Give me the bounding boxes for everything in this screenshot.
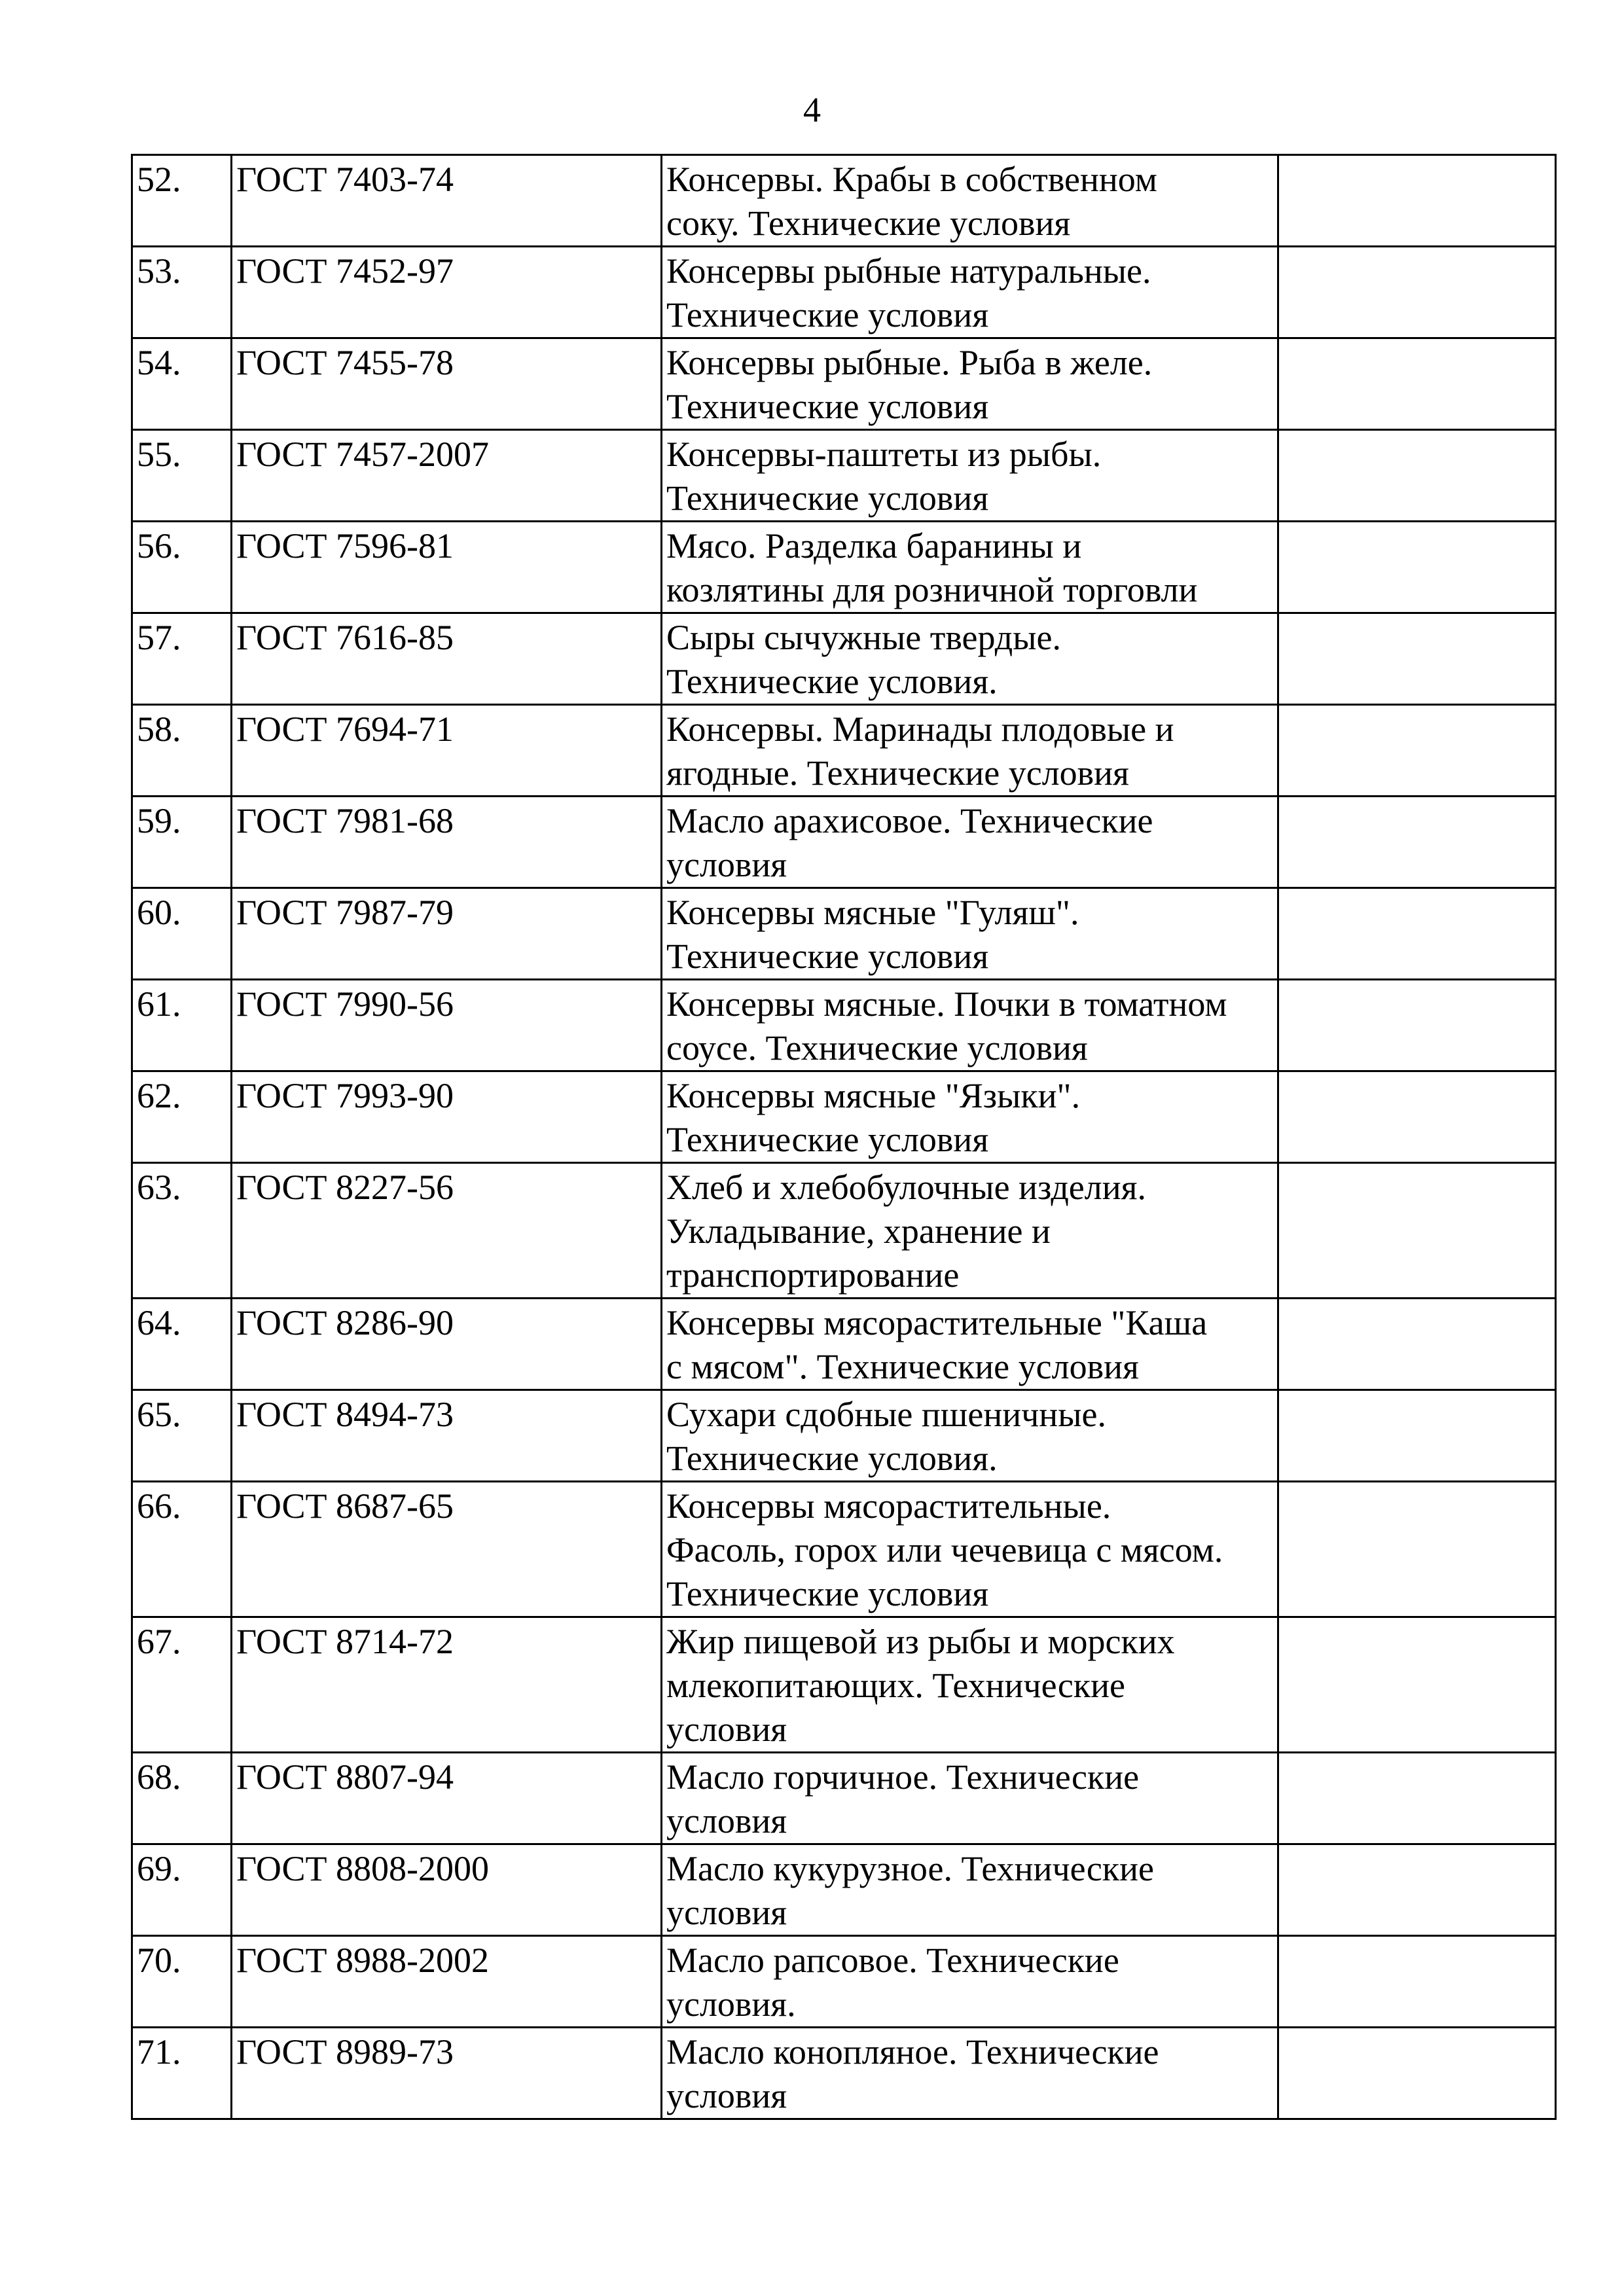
standard-title — [662, 155, 1278, 247]
standard-title — [662, 1071, 1278, 1163]
row-note — [1278, 1299, 1556, 1390]
row-note — [1278, 705, 1556, 797]
standards-table-body — [132, 155, 1556, 2119]
table-row — [132, 1753, 1556, 1844]
row-note — [1278, 430, 1556, 522]
standard-title-text: Жир пищевой из рыбы и морских млекопитающих. Технические условия — [666, 1622, 1175, 1749]
standard-title-text: Масло рапсовое. Технические условия. — [666, 1941, 1119, 2024]
standard-code: ГОСТ 7596-81 — [232, 522, 662, 613]
standard-title-text: Сухари сдобные пшеничные. Технические условия. — [666, 1395, 1106, 1478]
row-number: 63. — [132, 1163, 232, 1299]
row-number: 64. — [132, 1299, 232, 1390]
standard-title — [662, 338, 1278, 430]
standard-title — [662, 797, 1278, 888]
standard-code: ГОСТ 8687-65 — [232, 1482, 662, 1617]
table-row — [132, 2028, 1556, 2119]
standard-title-text: Сыры сычужные твердые. Технические условия. — [666, 618, 1061, 701]
standard-title-text: Консервы мясорастительные "Каша с мясом". Технические условия — [666, 1303, 1208, 1386]
standard-code: ГОСТ 7616-85 — [232, 613, 662, 705]
row-number: 57. — [132, 613, 232, 705]
standard-title — [662, 1936, 1278, 2028]
standard-code: ГОСТ 7694-71 — [232, 705, 662, 797]
row-note — [1278, 1753, 1556, 1844]
table-row — [132, 1390, 1556, 1482]
standard-title-text: Хлеб и хлебобулочные изделия. Укладывание, хранение и транспортирование — [666, 1168, 1146, 1295]
row-note — [1278, 1071, 1556, 1163]
row-number: 54. — [132, 338, 232, 430]
standard-code: ГОСТ 7990-56 — [232, 980, 662, 1071]
row-note — [1278, 797, 1556, 888]
table-row — [132, 1936, 1556, 2028]
standard-code: ГОСТ 8808-2000 — [232, 1844, 662, 1936]
table-row — [132, 1071, 1556, 1163]
standard-title — [662, 430, 1278, 522]
standard-code: ГОСТ 7993-90 — [232, 1071, 662, 1163]
standard-title-text: Масло арахисовое. Технические условия — [666, 801, 1153, 884]
standard-title — [662, 888, 1278, 980]
standard-code: ГОСТ 8714-72 — [232, 1617, 662, 1753]
row-number: 56. — [132, 522, 232, 613]
table-row — [132, 888, 1556, 980]
row-number: 55. — [132, 430, 232, 522]
standard-code: ГОСТ 7455-78 — [232, 338, 662, 430]
standard-title — [662, 1753, 1278, 1844]
standard-code: ГОСТ 7457-2007 — [232, 430, 662, 522]
standard-code: ГОСТ 7981-68 — [232, 797, 662, 888]
row-number: 53. — [132, 247, 232, 338]
standard-title — [662, 1163, 1278, 1299]
standard-title — [662, 613, 1278, 705]
standard-title — [662, 1299, 1278, 1390]
standard-title — [662, 2028, 1278, 2119]
standard-title-text: Консервы мясорастительные. Фасоль, горох или чечевица с мясом. Технические условия — [666, 1486, 1223, 1613]
row-note — [1278, 522, 1556, 613]
row-note — [1278, 1482, 1556, 1617]
standard-title — [662, 247, 1278, 338]
standard-title-text: Масло конопляное. Технические условия — [666, 2032, 1159, 2115]
standard-title-text: Мясо. Разделка баранины и козлятины для розничной торговли — [666, 526, 1198, 609]
row-number: 66. — [132, 1482, 232, 1617]
standard-title-text: Масло горчичное. Технические условия — [666, 1757, 1140, 1840]
standard-code: ГОСТ 7452-97 — [232, 247, 662, 338]
standard-code: ГОСТ 7403-74 — [232, 155, 662, 247]
table-row — [132, 1482, 1556, 1617]
standard-code: ГОСТ 8494-73 — [232, 1390, 662, 1482]
row-note — [1278, 1390, 1556, 1482]
standard-title-text: Консервы. Крабы в собственном соку. Технические условия — [666, 160, 1157, 243]
standard-title — [662, 705, 1278, 797]
table-row — [132, 1299, 1556, 1390]
standard-code: ГОСТ 8807-94 — [232, 1753, 662, 1844]
row-number: 65. — [132, 1390, 232, 1482]
row-note — [1278, 155, 1556, 247]
table-row — [132, 613, 1556, 705]
row-note — [1278, 338, 1556, 430]
row-note — [1278, 980, 1556, 1071]
standard-title-text: Консервы-паштеты из рыбы. Технические условия — [666, 435, 1102, 518]
row-number: 60. — [132, 888, 232, 980]
row-number: 61. — [132, 980, 232, 1071]
standard-code: ГОСТ 8227-56 — [232, 1163, 662, 1299]
row-number: 68. — [132, 1753, 232, 1844]
row-number: 59. — [132, 797, 232, 888]
standard-title-text: Консервы мясные "Гуляш". Технические условия — [666, 893, 1079, 976]
table-row — [132, 247, 1556, 338]
row-note — [1278, 247, 1556, 338]
standard-title — [662, 522, 1278, 613]
standard-code: ГОСТ 8989-73 — [232, 2028, 662, 2119]
table-row — [132, 1844, 1556, 1936]
standard-code: ГОСТ 8286-90 — [232, 1299, 662, 1390]
row-note — [1278, 1936, 1556, 2028]
table-row — [132, 980, 1556, 1071]
table-row — [132, 338, 1556, 430]
standard-title — [662, 1617, 1278, 1753]
standard-title-text: Масло кукурузное. Технические условия — [666, 1849, 1155, 1932]
standard-title-text: Консервы рыбные. Рыба в желе. Технические условия — [666, 343, 1153, 426]
standard-code: ГОСТ 8988-2002 — [232, 1936, 662, 2028]
standard-title-text: Консервы. Маринады плодовые и ягодные. Технические условия — [666, 709, 1174, 793]
table-row — [132, 705, 1556, 797]
standards-table — [131, 154, 1557, 2120]
row-note — [1278, 2028, 1556, 2119]
table-row — [132, 797, 1556, 888]
standard-title-text: Консервы мясные. Почки в томатном соусе. Технические условия — [666, 984, 1227, 1067]
row-note — [1278, 888, 1556, 980]
row-number: 62. — [132, 1071, 232, 1163]
standard-title-text: Консервы мясные "Языки". Технические условия — [666, 1076, 1081, 1159]
standard-title — [662, 1390, 1278, 1482]
row-number: 70. — [132, 1936, 232, 2028]
row-note — [1278, 1617, 1556, 1753]
standard-title — [662, 1482, 1278, 1617]
row-note — [1278, 1163, 1556, 1299]
row-note — [1278, 1844, 1556, 1936]
standard-code: ГОСТ 7987-79 — [232, 888, 662, 980]
row-number: 69. — [132, 1844, 232, 1936]
row-number: 58. — [132, 705, 232, 797]
standard-title — [662, 980, 1278, 1071]
table-row — [132, 1163, 1556, 1299]
row-note — [1278, 613, 1556, 705]
row-number: 52. — [132, 155, 232, 247]
table-row — [132, 522, 1556, 613]
table-row — [132, 430, 1556, 522]
standard-title-text: Консервы рыбные натуральные. Технические условия — [666, 251, 1151, 334]
row-number: 71. — [132, 2028, 232, 2119]
page-number: 4 — [803, 90, 821, 130]
table-row — [132, 1617, 1556, 1753]
standard-title — [662, 1844, 1278, 1936]
table-row — [132, 155, 1556, 247]
row-number: 67. — [132, 1617, 232, 1753]
